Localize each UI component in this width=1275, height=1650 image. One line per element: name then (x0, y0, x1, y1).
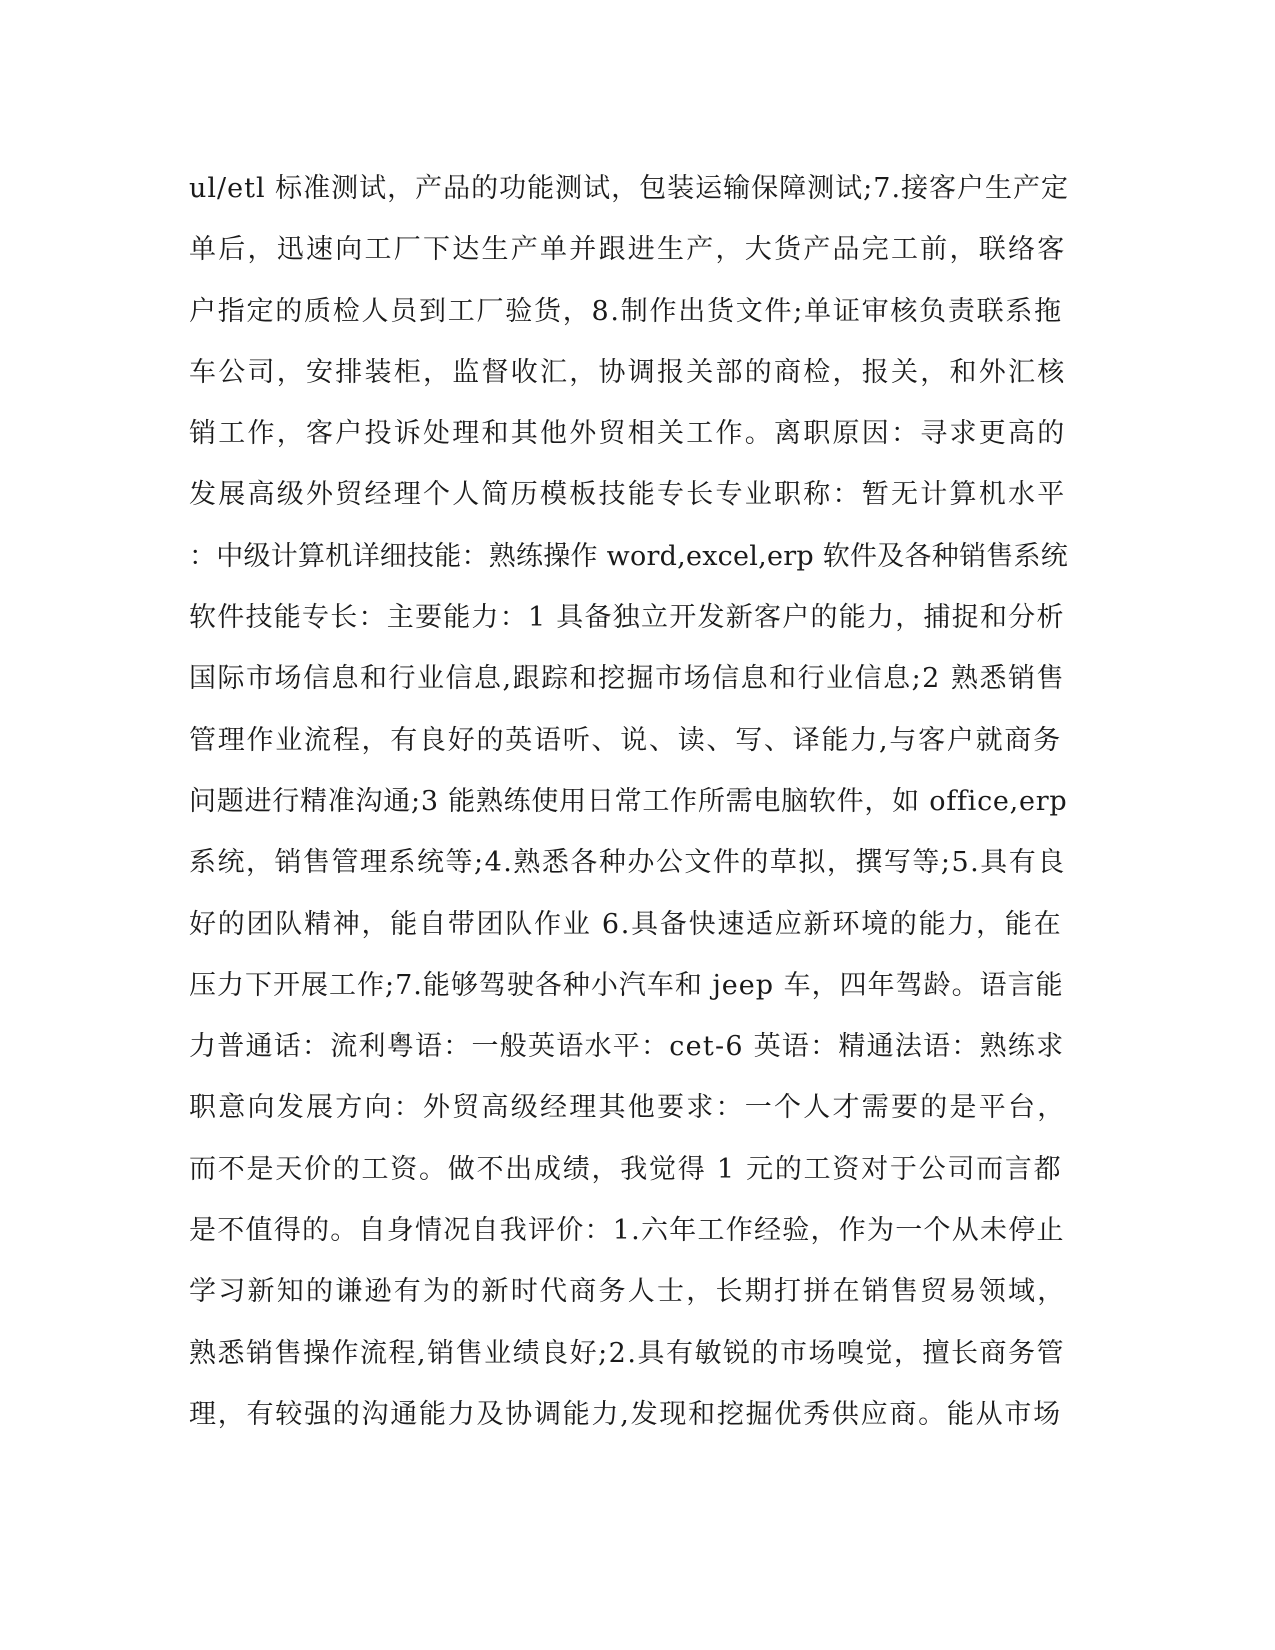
text-line: 系统，销售管理系统等;4.熟悉各种办公文件的草拟，撰写等;5.具有良 (189, 847, 1066, 879)
text-line: 力普通话：流利粤语：一般英语水平：cet-6 英语：精通法语：熟练求 (189, 1031, 1065, 1063)
text-line: 销工作，客户投诉处理和其他外贸相关工作。离职原因：寻求更高的 (189, 418, 1067, 450)
text-line: 学习新知的谦逊有为的新时代商务人士，长期打拼在销售贸易领域， (189, 1276, 1067, 1308)
text-line: 管理作业流程，有良好的英语听、说、读、写、译能力,与客户就商务 (189, 724, 1062, 756)
text-line: 是不值得的。自身情况自我评价：1.六年工作经验，作为一个从未停止 (189, 1215, 1065, 1247)
text-line: 户指定的质检人员到工厂验货，8.制作出货文件;单证审核负责联系拖 (189, 295, 1063, 327)
text-line: 职意向发展方向：外贸高级经理其他要求：一个人才需要的是平台， (189, 1092, 1067, 1124)
text-line: 压力下开展工作;7.能够驾驶各种小汽车和 jeep 车，四年驾龄。语言能 (189, 969, 1064, 1001)
text-line: 国际市场信息和行业信息,跟踪和挖掘市场信息和行业信息;2 熟悉销售 (189, 663, 1065, 695)
text-line: 车公司，安排装柜，监督收汇，协调报关部的商检，报关，和外汇核 (189, 356, 1067, 388)
text-line: 好的团队精神，能自带团队作业 6.具备快速适应新环境的能力，能在 (189, 908, 1063, 940)
text-line: ：中级计算机详细技能：熟练操作 word,excel,erp 软件及各种销售系统 (189, 540, 1068, 572)
text-line: 熟悉销售操作流程,销售业绩良好;2.具有敏锐的市场嗅觉，擅长商务管 (189, 1337, 1065, 1369)
body-text (189, 158, 1069, 1445)
text-line: 问题进行精准沟通;3 能熟练使用日常工作所需电脑软件，如 office,erp (189, 785, 1068, 817)
text-line: ul/etl 标准测试，产品的功能测试，包装运输保障测试;7.接客户生产定 (189, 173, 1070, 204)
text-line: 发展高级外贸经理个人简历模板技能专长专业职称：暂无计算机水平 (189, 479, 1067, 511)
text-line: 软件技能专长：主要能力：1 具备独立开发新客户的能力，捕捉和分析 (189, 602, 1065, 634)
text-line: 理，有较强的沟通能力及协调能力,发现和挖掘优秀供应商。能从市场 (189, 1398, 1062, 1430)
text-line: 单后，迅速向工厂下达生产单并跟进生产，大货产品完工前，联络客 (189, 234, 1067, 266)
text-line: 而不是天价的工资。做不出成绩，我觉得 1 元的工资对于公司而言都 (189, 1153, 1063, 1185)
